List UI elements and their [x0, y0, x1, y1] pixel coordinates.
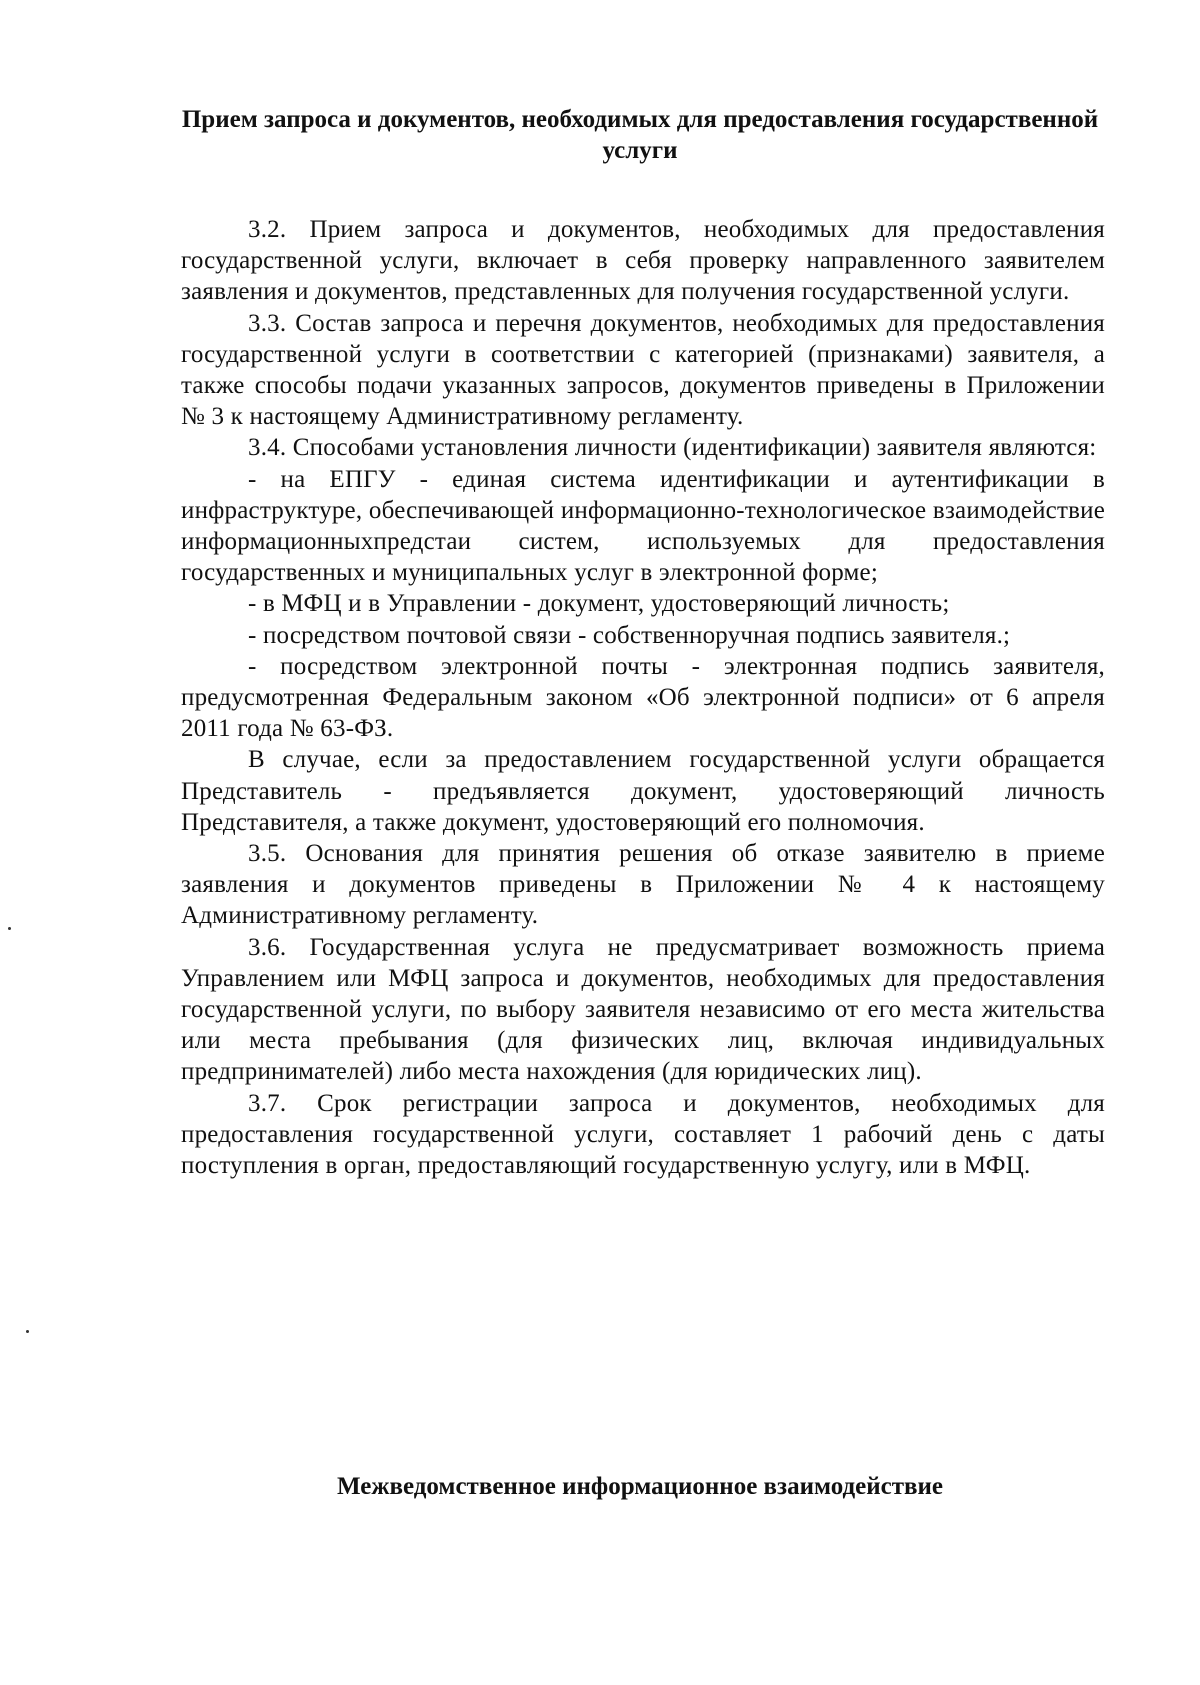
- document-body: [181, 214, 1105, 1181]
- scan-speck: [26, 1330, 29, 1333]
- paragraph-3-3: 3.3. Состав запроса и перечня документов, необходимых для предоставления государственной услуги в соответствии с категорией (признаками) заявителя, а также способы подачи указанных запросов, документов приведены в Приложении № 3 к настоящему Административному регламенту.: [181, 309, 1105, 431]
- paragraph-3-7: 3.7. Срок регистрации запроса и документов, необходимых для предоставления государственной услуги, составляет 1 рабочий день с даты поступления в орган, предоставляющий государственную услугу, или в МФЦ.: [181, 1089, 1105, 1180]
- paragraph-3-4-mfc: - в МФЦ и в Управлении - документ, удостоверяющий личность;: [248, 590, 950, 618]
- section-heading-interagency: Межведомственное информационное взаимодействие: [337, 1473, 943, 1500]
- paragraph-3-4: 3.4. Способами установления личности (идентификации) заявителя являются:: [248, 434, 1097, 462]
- paragraph-3-6: 3.6. Государственная услуга не предусматривает возможность приема Управлением или МФЦ запроса и документов, необходимых для предоставления государственной услуги, по выбору заявителя независимо от его места жительства или места пребывания (для физических лиц, включая индивидуальных предпринимателей) либо места нахождения (для юридических лиц).: [181, 933, 1105, 1086]
- paragraph-3-5: 3.5. Основания для принятия решения об отказе заявителю в приеме заявления и документов приведены в Приложении № 4 к настоящему Административному регламенту.: [181, 840, 1105, 930]
- paragraph-3-4-epgu: - на ЕПГУ - единая система идентификации и аутентификации в инфраструктуре, обеспечивающей информационно-технологическое взаимодействие информационныхпредстаи систем, используемых для предоставления государственных и муниципальных услуг в электронной форме;: [181, 465, 1105, 587]
- paragraph-representative: В случае, если за предоставлением государственной услуги обращается Представитель - предъявляется документ, удостоверяющий личность Представителя, а также документ, удостоверяющий его полномочия.: [181, 746, 1105, 836]
- scan-speck: [8, 927, 11, 930]
- paragraph-3-4-post: - посредством почтовой связи - собственноручная подпись заявителя.;: [248, 621, 1011, 649]
- section-heading-reception: Прием запроса и документов, необходимых для предоставления государственной услуги: [181, 106, 1099, 164]
- paragraph-3-2: 3.2. Прием запроса и документов, необходимых для предоставления государственной услуги, включает в себя проверку направленного заявителем заявления и документов, представленных для получения государственной услуги.: [181, 216, 1105, 306]
- paragraph-3-4-email: - посредством электронной почты - электронная подпись заявителя, предусмотренная Федеральным законом «Об электронной подписи» от 6 апреля 2011 года № 63-ФЗ.: [181, 652, 1105, 743]
